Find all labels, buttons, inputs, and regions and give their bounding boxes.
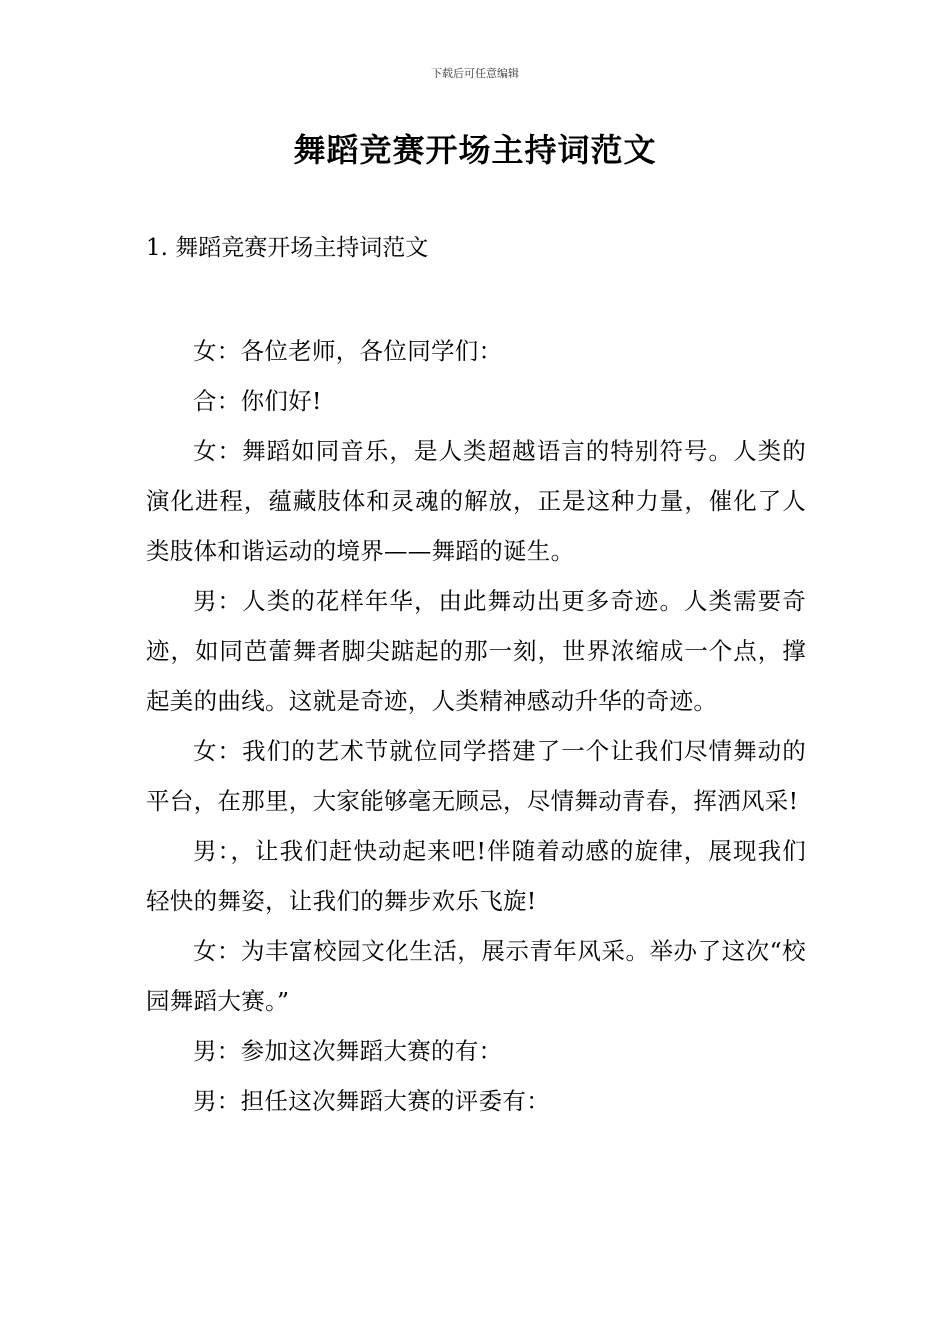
paragraph: 女：各位老师，各位同学们： bbox=[193, 337, 503, 365]
paragraph: 男：人类的花样年华，由此舞动出更多奇迹。人类需要奇迹，如同芭蕾舞者脚尖踮起的那一刻，世界浓缩成一个点，撑起美的曲线。这就是奇迹，人类精神感动升华的奇迹。 bbox=[146, 587, 806, 715]
paragraph: 女：为丰富校园文化生活，展示青年风采。举办了这次“校园舞蹈大赛。” bbox=[146, 937, 806, 1015]
paragraph: 男：参加这次舞蹈大赛的有： bbox=[193, 1037, 503, 1065]
document-title: 舞蹈竞赛开场主持词范文 bbox=[293, 131, 657, 169]
paragraph: 男：担任这次舞蹈大赛的评委有： bbox=[193, 1087, 550, 1115]
document-body bbox=[146, 326, 806, 1126]
paragraph: 女：舞蹈如同音乐，是人类超越语言的特别符号。人类的演化进程，蕴藏肢体和灵魂的解放，正是这种力量，催化了人类肢体和谐运动的境界——舞蹈的诞生。 bbox=[146, 437, 806, 565]
section-heading: 1. 舞蹈竞赛开场主持词范文 bbox=[146, 235, 429, 261]
header-note: 下载后可任意编辑 bbox=[431, 67, 519, 80]
paragraph: 男：，让我们赶快动起来吧!伴随着动感的旋律，展现我们轻快的舞姿，让我们的舞步欢乐飞旋! bbox=[146, 837, 806, 915]
paragraph: 合：你们好! bbox=[193, 387, 322, 415]
paragraph: 女：我们的艺术节就位同学搭建了一个让我们尽情舞动的平台，在那里，大家能够毫无顾忌，尽情舞动青春，挥洒风采! bbox=[146, 737, 806, 815]
